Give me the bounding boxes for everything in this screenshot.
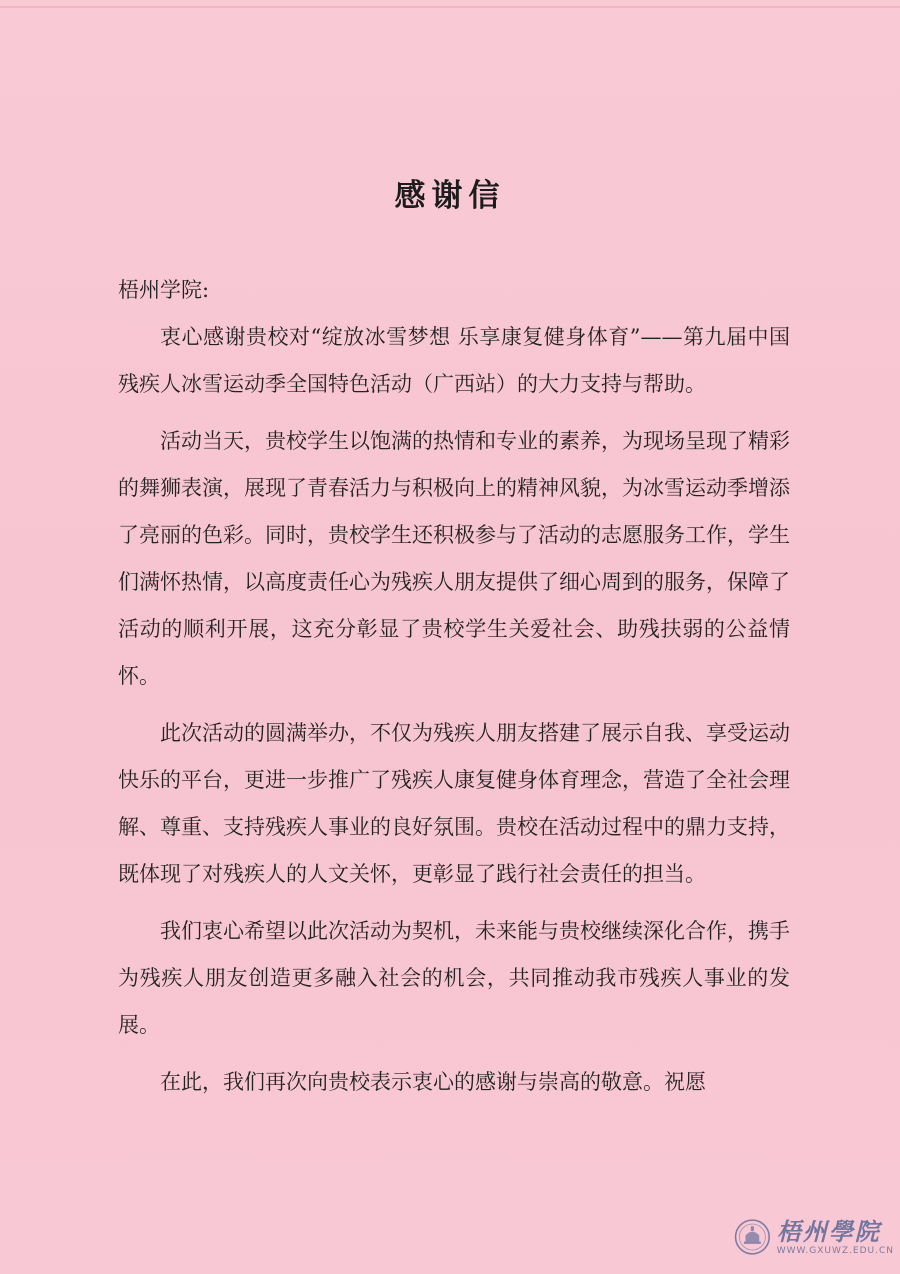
watermark-url: WWW.GXUWZ.EDU.CN	[776, 1246, 894, 1256]
university-watermark	[734, 1208, 894, 1266]
letter-paragraph-4: 我们衷心希望以此次活动为契机，未来能与贵校继续深化合作，携手为残疾人朋友创造更多融入社会的机会，共同推动我市残疾人事业的发展。	[118, 919, 790, 1037]
letter-title: 感谢信	[394, 178, 506, 214]
letter-body	[118, 314, 790, 1106]
watermark-university-name: 梧州學院	[776, 1217, 881, 1246]
watermark-text	[777, 1218, 894, 1256]
letter-paragraph-3: 此次活动的圆满举办，不仅为残疾人朋友搭建了展示自我、享受运动快乐的平台，更进一步推广了残疾人康复健身体育理念，营造了全社会理解、尊重、支持残疾人事业的良好氛围。贵校在活动过程中的鼎力支持，既体现了对残疾人的人文关怀，更彰显了践行社会责任的担当。	[118, 721, 790, 886]
university-seal-icon	[734, 1213, 771, 1261]
letter-paragraph-5: 在此，我们再次向贵校表示衷心的感谢与崇高的敬意。祝愿	[160, 1070, 706, 1094]
letter-paragraph-1: 衷心感谢贵校对“绽放冰雪梦想 乐享康复健身体育”——第九届中国残疾人冰雪运动季全国特色活动（广西站）的大力支持与帮助。	[118, 325, 790, 396]
top-edge-divider	[0, 6, 900, 8]
letter-paragraph-2: 活动当天，贵校学生以饱满的热情和专业的素养，为现场呈现了精彩的舞狮表演，展现了青春活力与积极向上的精神风貌，为冰雪运动季增添了亮丽的色彩。同时，贵校学生还积极参与了活动的志愿服务工作，学生们满怀热情，以高度责任心为残疾人朋友提供了细心周到的服务，保障了活动的顺利开展，这充分彰显了贵校学生关爱社会、助残扶弱的公益情怀。	[118, 429, 790, 688]
letter-salutation: 梧州学院:	[118, 278, 210, 302]
